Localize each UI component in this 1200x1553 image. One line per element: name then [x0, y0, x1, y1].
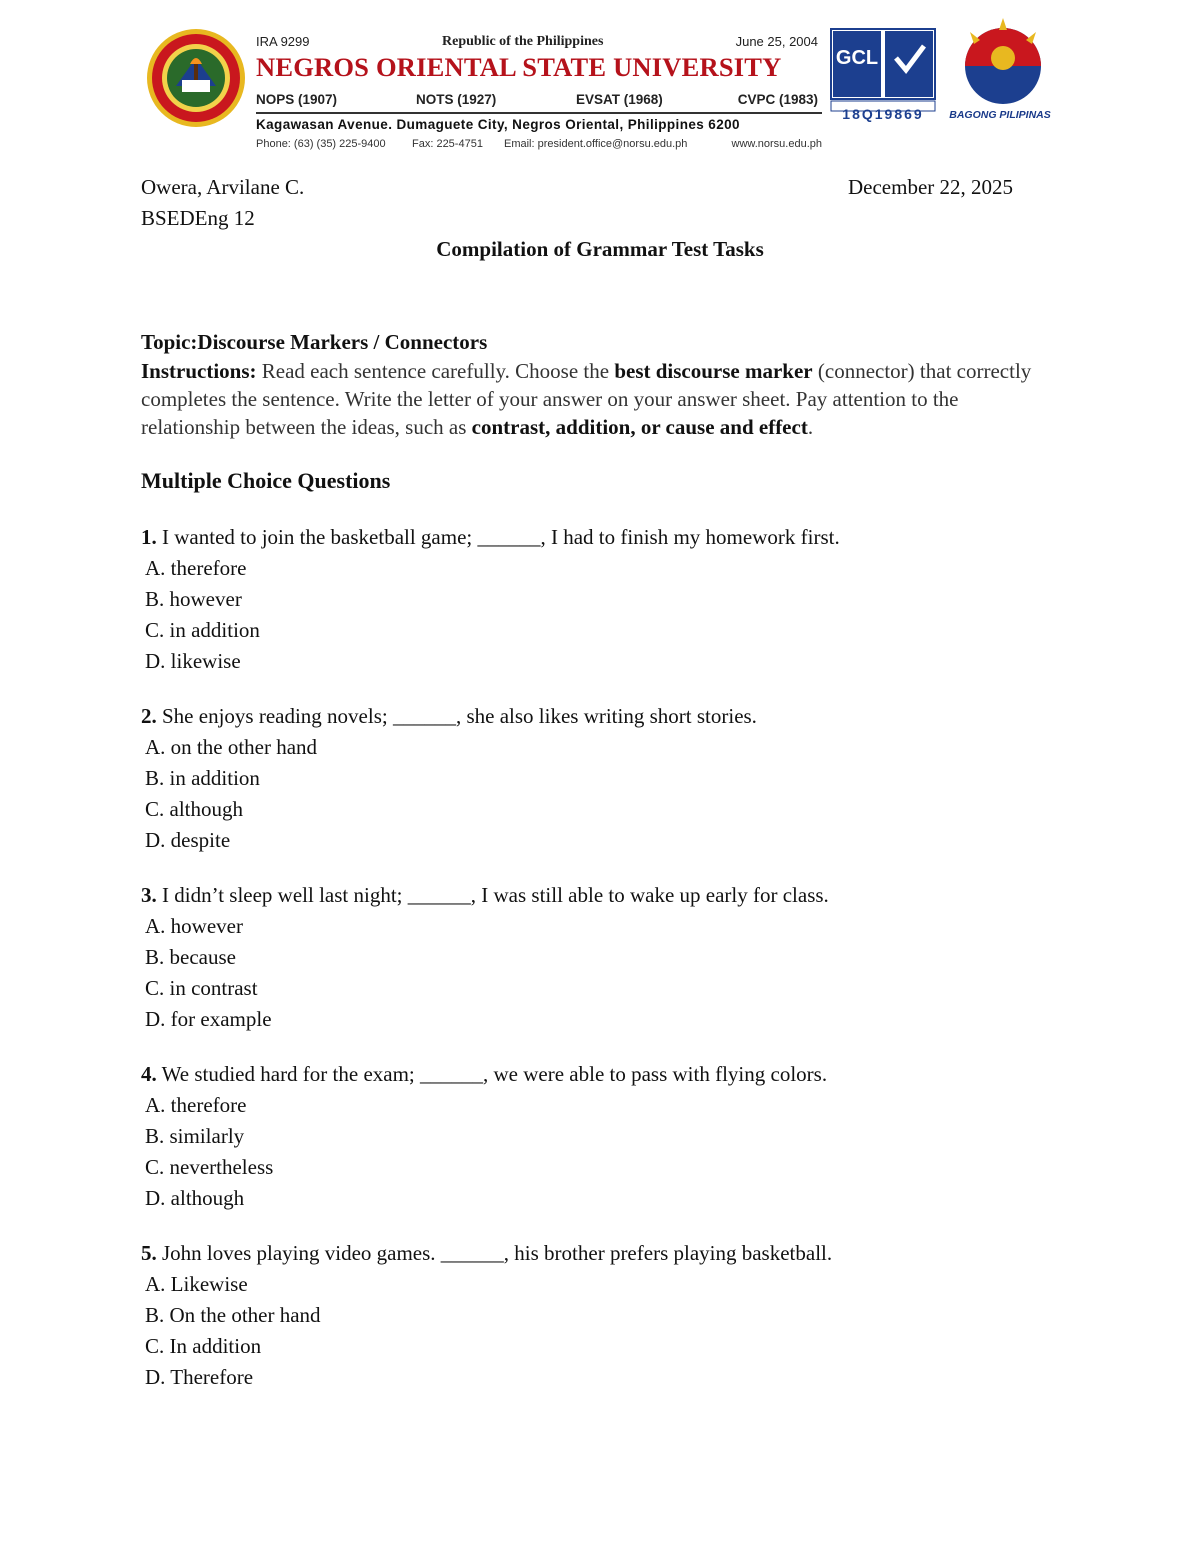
- answer-choice: B. because: [145, 945, 236, 969]
- question-number: 2.: [141, 704, 157, 728]
- document-title: Compilation of Grammar Test Tasks: [436, 237, 764, 261]
- bagong-pilipinas-label: BAGONG PILIPINAS: [949, 109, 1051, 121]
- question-stem: [141, 1059, 1041, 1090]
- answer-choice: B. similarly: [145, 1124, 245, 1148]
- question-stem: [141, 522, 1041, 553]
- document-date: December 22, 2025: [848, 175, 1014, 199]
- answer-choice: C. nevertheless: [145, 1155, 274, 1179]
- course-section: BSEDEng 12: [141, 206, 255, 230]
- answer-choice: B. On the other hand: [145, 1303, 321, 1327]
- university-address: Kagawasan Avenue. Dumaguete City, Negros Oriental, Philippines 6200: [256, 117, 740, 132]
- svg-text:GCL: GCL: [835, 47, 879, 69]
- question-text: She enjoys reading novels; ______, she also likes writing short stories.: [156, 704, 757, 728]
- question-item: [141, 701, 1041, 856]
- university-seal-logo: [146, 28, 246, 128]
- answer-choice: A. Likewise: [145, 1272, 248, 1296]
- answer-choice: D. for example: [145, 1007, 272, 1031]
- section-heading: Multiple Choice Questions: [141, 468, 391, 493]
- question-text: I didn’t sleep well last night; ______, I was still able to wake up early for class.: [156, 883, 829, 907]
- topic-line: [141, 330, 487, 355]
- question-number: 3.: [141, 883, 157, 907]
- answer-choice: C. in addition: [145, 618, 260, 642]
- instructions-emphasis: best discourse marker: [614, 359, 813, 383]
- founded-date: June 25, 2004: [735, 34, 818, 49]
- website-url: www.norsu.edu.ph: [731, 138, 822, 150]
- answer-choice: C. in contrast: [145, 976, 258, 1000]
- answer-choice: A. on the other hand: [145, 735, 318, 759]
- question-item: [141, 522, 1041, 677]
- campus-item: NOTS (1927): [416, 92, 497, 107]
- answer-choice: D. although: [145, 1186, 245, 1210]
- question-item: [141, 1238, 1041, 1393]
- instructions: [141, 357, 1061, 441]
- letterhead-divider: [256, 112, 822, 114]
- answer-choice: C. In addition: [145, 1334, 262, 1358]
- question-text: We studied hard for the exam; ______, we were able to pass with flying colors.: [156, 1062, 828, 1086]
- answer-choice: B. however: [145, 587, 242, 611]
- instructions-label: Instructions:: [141, 359, 257, 383]
- answer-choice: B. in addition: [145, 766, 260, 790]
- question-stem: [141, 701, 1041, 732]
- answer-choice: D. likewise: [145, 649, 241, 673]
- phone-number: Phone: (63) (35) 225-9400: [256, 138, 386, 150]
- answer-choice: A. therefore: [145, 1093, 247, 1117]
- question-item: [141, 1059, 1041, 1214]
- ra-number: IRA 9299: [256, 34, 310, 49]
- instructions-emphasis: contrast, addition, or cause and effect: [471, 415, 808, 439]
- instructions-text: Read each sentence carefully. Choose the: [256, 359, 615, 383]
- certification-code: 18Q19869: [842, 106, 924, 122]
- question-item: [141, 880, 1041, 1035]
- question-number: 1.: [141, 525, 157, 549]
- campus-item: EVSAT (1968): [576, 92, 663, 107]
- question-stem: [141, 1238, 1041, 1269]
- letterhead: [140, 14, 1060, 150]
- question-text: I wanted to join the basketball game; ______, I had to finish my homework first.: [156, 525, 840, 549]
- answer-choice: C. although: [145, 797, 243, 821]
- student-name: Owera, Arvilane C.: [141, 175, 305, 199]
- answer-choice: D. despite: [145, 828, 231, 852]
- question-text: John loves playing video games. ______, his brother prefers playing basketball.: [156, 1241, 833, 1265]
- instructions-text: (connector) that correctly completes the sentence. Write the letter of your answer on your answer sheet. Pay attention to the relationship between the ideas, such as: [141, 359, 1032, 439]
- letterhead-text: [256, 32, 822, 152]
- answer-choice: A. therefore: [145, 556, 247, 580]
- answer-choice: D. Therefore: [145, 1365, 254, 1389]
- question-number: 5.: [141, 1241, 157, 1265]
- campus-item: CVPC (1983): [737, 92, 818, 107]
- topic-label: Topic:: [141, 330, 198, 354]
- topic-value: Discourse Markers / Connectors: [197, 330, 488, 354]
- instructions-text: .: [807, 415, 814, 439]
- question-stem: [141, 880, 1041, 911]
- campus-item: NOPS (1907): [256, 92, 338, 107]
- bagong-pilipinas-logo: [948, 14, 1058, 110]
- university-name: NEGROS ORIENTAL STATE UNIVERSITY: [256, 52, 782, 82]
- question-number: 4.: [141, 1062, 157, 1086]
- email-address: Email: president.office@norsu.edu.ph: [504, 138, 688, 150]
- fax-number: Fax: 225-4751: [412, 138, 483, 150]
- republic-label: Republic of the Philippines: [442, 34, 604, 49]
- answer-choice: A. however: [145, 914, 243, 938]
